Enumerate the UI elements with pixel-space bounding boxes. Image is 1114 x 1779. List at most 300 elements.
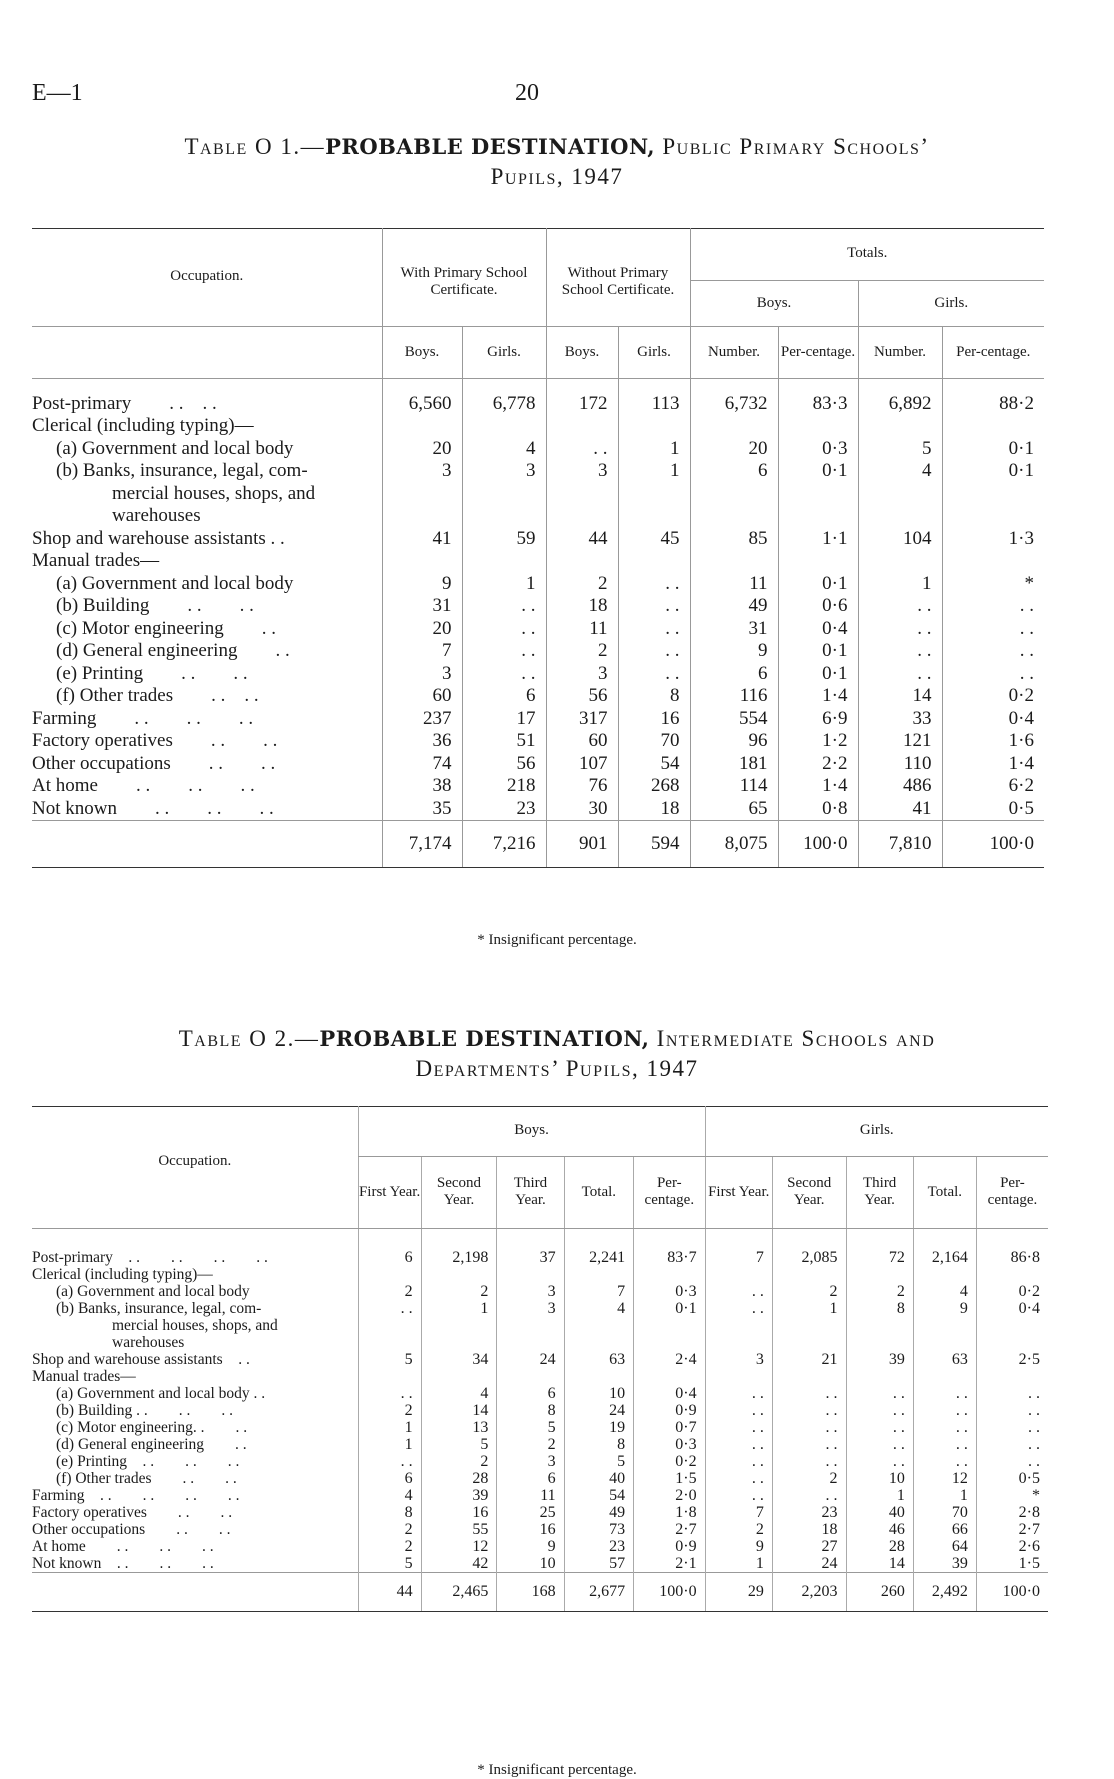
- table-cell: [634, 1368, 706, 1385]
- row-label: [32, 550, 382, 573]
- row-label: [32, 753, 382, 776]
- table-cell: [546, 505, 618, 528]
- row-label-text: Factory operatives . . . .: [32, 1503, 233, 1521]
- table-cell: [618, 505, 690, 528]
- table-cell: [421, 1317, 497, 1334]
- table-row: [32, 1300, 1048, 1317]
- table-cell: . .: [942, 663, 1044, 686]
- table2-totals-row: [32, 1572, 1048, 1611]
- table-cell: [690, 550, 778, 573]
- table-cell: [358, 1334, 421, 1351]
- table-cell: [913, 1317, 976, 1334]
- table-cell: . .: [358, 1453, 421, 1470]
- row-label: [32, 1351, 358, 1368]
- table-cell: . .: [942, 618, 1044, 641]
- row-label-text: warehouses: [112, 1333, 185, 1351]
- table2-col-girls-second: Second Year.: [772, 1156, 846, 1228]
- table-cell: 28: [421, 1470, 497, 1487]
- row-label: [32, 1300, 358, 1317]
- table-cell: . .: [705, 1402, 772, 1419]
- table-cell: 60: [382, 685, 462, 708]
- table-cell: 7: [564, 1283, 633, 1300]
- table-row: [32, 1521, 1048, 1538]
- row-label: [32, 483, 382, 506]
- table-cell: [772, 1368, 846, 1385]
- table-row: [32, 1249, 1048, 1266]
- table-cell: 86·8: [976, 1249, 1048, 1266]
- table-cell: . .: [942, 595, 1044, 618]
- table-cell: 63: [913, 1351, 976, 1368]
- table-cell: [778, 505, 858, 528]
- table-row: [32, 1402, 1048, 1419]
- table-cell: 0·4: [976, 1300, 1048, 1317]
- table-cell: [358, 1317, 421, 1334]
- table-cell: 36: [382, 730, 462, 753]
- table-row: [32, 595, 1044, 618]
- table-cell: 73: [564, 1521, 633, 1538]
- total-cell: 100·0: [976, 1572, 1048, 1611]
- table-cell: 10: [497, 1555, 564, 1573]
- table-cell: 24: [564, 1402, 633, 1419]
- table-cell: [634, 1266, 706, 1283]
- table-cell: 8: [564, 1436, 633, 1453]
- table-cell: 6,732: [690, 393, 778, 416]
- table-cell: [858, 505, 942, 528]
- table-cell: 70: [618, 730, 690, 753]
- table-cell: 1: [858, 573, 942, 596]
- table-cell: 6·9: [778, 708, 858, 731]
- table-cell: 0·8: [778, 798, 858, 821]
- table-cell: 6,560: [382, 393, 462, 416]
- table-cell: . .: [618, 595, 690, 618]
- table2-title-rest: Intermediate Schools and: [649, 1026, 936, 1051]
- table-row: [32, 393, 1044, 416]
- row-label-text: (c) Motor engineering . .: [56, 617, 277, 639]
- table2-body: [32, 1228, 1048, 1572]
- table-cell: 0·1: [778, 573, 858, 596]
- table1-col-girls-number: Number.: [858, 326, 942, 378]
- table-cell: . .: [772, 1385, 846, 1402]
- table-cell: 1: [705, 1555, 772, 1573]
- table-row: [32, 640, 1044, 663]
- table-cell: [462, 505, 546, 528]
- table-cell: [846, 1334, 913, 1351]
- row-label: [32, 640, 382, 663]
- table-row: [32, 753, 1044, 776]
- row-label-text: Clerical (including typing)—: [32, 1265, 213, 1283]
- table-cell: 5: [564, 1453, 633, 1470]
- table-cell: . .: [846, 1385, 913, 1402]
- row-label: [32, 1368, 358, 1385]
- table-cell: 0·1: [942, 460, 1044, 483]
- table-cell: . .: [618, 640, 690, 663]
- table2-col-boys-total: Total.: [564, 1156, 633, 1228]
- table-cell: [358, 1368, 421, 1385]
- table1-title-prefix: Table O 1.—: [184, 134, 326, 159]
- table-cell: 0·3: [778, 438, 858, 461]
- table-cell: 56: [462, 753, 546, 776]
- table-cell: 1: [618, 438, 690, 461]
- table-cell: 39: [421, 1487, 497, 1504]
- table-cell: 3: [497, 1453, 564, 1470]
- table-cell: 6: [690, 460, 778, 483]
- table-cell: 0·3: [634, 1283, 706, 1300]
- table-cell: 1·4: [778, 775, 858, 798]
- table-cell: 0·2: [634, 1453, 706, 1470]
- table2-title-prefix: Table O 2.—: [178, 1026, 320, 1051]
- table-cell: 41: [382, 528, 462, 551]
- table-row: [32, 415, 1044, 438]
- table-cell: 65: [690, 798, 778, 821]
- table-cell: 8: [358, 1504, 421, 1521]
- table-cell: 6: [358, 1249, 421, 1266]
- table1: [32, 228, 1044, 868]
- table-cell: 12: [913, 1470, 976, 1487]
- row-label: [32, 1249, 358, 1266]
- total-cell: 260: [846, 1572, 913, 1611]
- table-cell: . .: [358, 1300, 421, 1317]
- table-cell: 5: [497, 1419, 564, 1436]
- table-cell: . .: [618, 573, 690, 596]
- table-cell: . .: [772, 1487, 846, 1504]
- table-cell: [942, 415, 1044, 438]
- table-row: [32, 618, 1044, 641]
- table2-col-girls-third: Third Year.: [846, 1156, 913, 1228]
- table-row: [32, 1385, 1048, 1402]
- table-cell: 0·1: [634, 1300, 706, 1317]
- table-cell: 16: [497, 1521, 564, 1538]
- table-row: [32, 460, 1044, 483]
- table-cell: [564, 1317, 633, 1334]
- table-cell: [942, 505, 1044, 528]
- row-label-text: (f) Other trades . . . .: [56, 685, 259, 706]
- table-cell: 172: [546, 393, 618, 416]
- table-cell: 8: [846, 1300, 913, 1317]
- table-cell: . .: [618, 618, 690, 641]
- table-cell: [778, 483, 858, 506]
- table-cell: 54: [564, 1487, 633, 1504]
- table-cell: 64: [913, 1538, 976, 1555]
- table-cell: 2·0: [634, 1487, 706, 1504]
- table-row: [32, 685, 1044, 708]
- row-label: [32, 1266, 358, 1283]
- table-cell: 2·2: [778, 753, 858, 776]
- row-label-text: mercial houses, shops, and: [112, 1316, 278, 1334]
- table-cell: . .: [858, 663, 942, 686]
- table-cell: 1·6: [942, 730, 1044, 753]
- table-cell: 3: [462, 460, 546, 483]
- table-cell: [705, 1368, 772, 1385]
- table-cell: . .: [846, 1402, 913, 1419]
- table-cell: 45: [618, 528, 690, 551]
- row-label-text: Farming . . . . . . . .: [32, 1486, 240, 1504]
- table-cell: . .: [705, 1487, 772, 1504]
- table-cell: [634, 1334, 706, 1351]
- table-cell: . .: [772, 1419, 846, 1436]
- table-cell: 21: [772, 1351, 846, 1368]
- table-row: [32, 1504, 1048, 1521]
- table-cell: 49: [564, 1504, 633, 1521]
- row-label-text: (b) Building . . . .: [56, 595, 254, 616]
- table2: [32, 1106, 1048, 1612]
- row-label-text: Post-primary . . . . . . . .: [32, 1248, 268, 1266]
- table-cell: 25: [497, 1504, 564, 1521]
- table-cell: 5: [358, 1351, 421, 1368]
- table-cell: 0·4: [634, 1385, 706, 1402]
- table-cell: [772, 1317, 846, 1334]
- table-cell: 2·8: [976, 1504, 1048, 1521]
- table-cell: 31: [690, 618, 778, 641]
- table-cell: [546, 550, 618, 573]
- table-cell: 11: [546, 618, 618, 641]
- table-cell: [497, 1317, 564, 1334]
- table-cell: . .: [546, 438, 618, 461]
- row-label: [32, 1521, 358, 1538]
- table-cell: [913, 1266, 976, 1283]
- table2-title-bold: PROBABLE DESTINATION,: [319, 1026, 650, 1051]
- row-label-text: (a) Government and local body: [56, 437, 294, 459]
- table-cell: 554: [690, 708, 778, 731]
- table-cell: [942, 550, 1044, 573]
- table2-col-boys-first: First Year.: [358, 1156, 421, 1228]
- row-label-text: Shop and warehouse assistants . .: [32, 1350, 250, 1368]
- table-cell: 0·1: [778, 663, 858, 686]
- table-cell: 181: [690, 753, 778, 776]
- table-row: [32, 798, 1044, 821]
- table-cell: 2·6: [976, 1538, 1048, 1555]
- total-cell: 7,810: [858, 821, 942, 868]
- total-cell: 100·0: [778, 821, 858, 868]
- table-cell: 38: [382, 775, 462, 798]
- row-label: [32, 1487, 358, 1504]
- table1-title-line2: Pupils, 1947: [490, 164, 624, 189]
- table-cell: 6: [690, 663, 778, 686]
- row-label-text: (a) Government and local body . .: [56, 1384, 266, 1402]
- table-cell: 3: [546, 460, 618, 483]
- table-row: [32, 775, 1044, 798]
- total-cell: 168: [497, 1572, 564, 1611]
- table2-boys-header: Boys.: [358, 1106, 705, 1156]
- table-cell: 18: [618, 798, 690, 821]
- table-cell: [705, 1334, 772, 1351]
- table-cell: 39: [846, 1351, 913, 1368]
- row-label-text: Other occupations . . . .: [32, 752, 276, 774]
- table-cell: [497, 1334, 564, 1351]
- table-cell: 2: [421, 1283, 497, 1300]
- table-cell: 16: [421, 1504, 497, 1521]
- table-cell: 0·1: [778, 460, 858, 483]
- table-cell: 237: [382, 708, 462, 731]
- table-cell: 96: [690, 730, 778, 753]
- table-cell: 27: [772, 1538, 846, 1555]
- row-label-text: mercial houses, shops, and: [112, 482, 316, 504]
- table-cell: 2: [358, 1521, 421, 1538]
- total-cell: 29: [705, 1572, 772, 1611]
- table1-body: [32, 378, 1044, 821]
- table-cell: 5: [421, 1436, 497, 1453]
- table-cell: 40: [564, 1470, 633, 1487]
- table-cell: [382, 550, 462, 573]
- table-cell: 40: [846, 1504, 913, 1521]
- table-cell: 0·3: [634, 1436, 706, 1453]
- table2-col-girls-first: First Year.: [705, 1156, 772, 1228]
- table-cell: *: [976, 1487, 1048, 1504]
- table1-footnote: * Insignificant percentage.: [477, 932, 637, 948]
- table-row: [32, 1351, 1048, 1368]
- table-cell: 20: [382, 438, 462, 461]
- table-cell: [690, 415, 778, 438]
- table1-col-boys-percentage: Per-centage.: [778, 326, 858, 378]
- table-cell: 37: [497, 1249, 564, 1266]
- table-cell: 116: [690, 685, 778, 708]
- row-label-text: Farming . . . . . .: [32, 707, 254, 729]
- table1-totals-row: [32, 821, 1044, 868]
- table-cell: 35: [382, 798, 462, 821]
- table-cell: 0·9: [634, 1538, 706, 1555]
- table-cell: [976, 1317, 1048, 1334]
- row-label-text: (b) Building . . . . . .: [56, 1401, 233, 1419]
- table-row: [32, 550, 1044, 573]
- table-cell: 6: [462, 685, 546, 708]
- row-label: [32, 438, 382, 461]
- table-cell: . .: [976, 1402, 1048, 1419]
- table-cell: 2,164: [913, 1249, 976, 1266]
- table-cell: 8: [497, 1402, 564, 1419]
- row-label-text: Post-primary . . . .: [32, 392, 217, 414]
- table-cell: . .: [705, 1436, 772, 1453]
- table-cell: [462, 550, 546, 573]
- table-cell: . .: [913, 1453, 976, 1470]
- table-cell: 2: [358, 1538, 421, 1555]
- table-cell: 41: [858, 798, 942, 821]
- table-row: [32, 438, 1044, 461]
- table-cell: 2,241: [564, 1249, 633, 1266]
- table-cell: 2·1: [634, 1555, 706, 1573]
- table-row: [32, 730, 1044, 753]
- table-cell: 6,892: [858, 393, 942, 416]
- document-reference: E—1: [32, 80, 83, 106]
- row-label-text: Factory operatives . . . .: [32, 730, 278, 751]
- table-cell: 4: [858, 460, 942, 483]
- row-label-text: (e) Printing . . . .: [56, 662, 248, 684]
- table-cell: [772, 1266, 846, 1283]
- table-cell: [690, 505, 778, 528]
- table2-footnote: * Insignificant percentage.: [477, 1762, 637, 1778]
- table-cell: 5: [358, 1555, 421, 1573]
- table-cell: 486: [858, 775, 942, 798]
- table-cell: 1: [421, 1300, 497, 1317]
- table-cell: 9: [705, 1538, 772, 1555]
- page-number: 20: [515, 80, 539, 106]
- table1-totals-header: Totals.: [690, 228, 1044, 280]
- row-label-text: At home . . . . . .: [32, 1537, 214, 1555]
- table-cell: 76: [546, 775, 618, 798]
- table-cell: 1·4: [942, 753, 1044, 776]
- table-cell: [846, 1266, 913, 1283]
- table-cell: 6·2: [942, 775, 1044, 798]
- table-row: [32, 1317, 1048, 1334]
- total-cell: 594: [618, 821, 690, 868]
- row-label: [32, 1453, 358, 1470]
- row-label-text: (c) Motor engineering. . . .: [56, 1418, 248, 1436]
- table-cell: 4: [462, 438, 546, 461]
- totals-label: [32, 821, 382, 868]
- table-cell: 2: [358, 1402, 421, 1419]
- table-cell: 60: [546, 730, 618, 753]
- table-cell: 83·3: [778, 393, 858, 416]
- table-cell: 14: [858, 685, 942, 708]
- table-cell: 1: [772, 1300, 846, 1317]
- table-cell: 72: [846, 1249, 913, 1266]
- table-cell: 0·4: [942, 708, 1044, 731]
- table-cell: 1: [358, 1436, 421, 1453]
- table-cell: 54: [618, 753, 690, 776]
- table-cell: 18: [772, 1521, 846, 1538]
- table-cell: 0·1: [942, 438, 1044, 461]
- table-cell: [358, 1266, 421, 1283]
- row-label: [32, 1283, 358, 1300]
- table-cell: 0·4: [778, 618, 858, 641]
- table-cell: 6,778: [462, 393, 546, 416]
- row-label-text: (d) General engineering . .: [56, 640, 290, 661]
- table-cell: 1·4: [778, 685, 858, 708]
- table-cell: *: [942, 573, 1044, 596]
- table1-title-rest: Public Primary Schools’: [655, 134, 930, 159]
- table-cell: . .: [846, 1453, 913, 1470]
- table-cell: [462, 415, 546, 438]
- table-cell: [913, 1368, 976, 1385]
- table1-occupation-spacer: [32, 326, 382, 378]
- table-cell: 7: [705, 1504, 772, 1521]
- total-cell: 44: [358, 1572, 421, 1611]
- table-row: [32, 1487, 1048, 1504]
- row-label: [32, 595, 382, 618]
- table1-col-boys-number: Number.: [690, 326, 778, 378]
- table-cell: [497, 1266, 564, 1283]
- table-cell: 268: [618, 775, 690, 798]
- table-cell: 1: [618, 460, 690, 483]
- table1-col-boys-without: Boys.: [546, 326, 618, 378]
- table-cell: 2: [546, 640, 618, 663]
- table-cell: 1: [462, 573, 546, 596]
- table-cell: 4: [913, 1283, 976, 1300]
- row-label-text: (a) Government and local body: [56, 1282, 250, 1300]
- table-row: [32, 1266, 1048, 1283]
- table-row: [32, 483, 1044, 506]
- total-cell: 2,203: [772, 1572, 846, 1611]
- row-label: [32, 618, 382, 641]
- table-cell: 2: [421, 1453, 497, 1470]
- table-cell: 19: [564, 1419, 633, 1436]
- table-cell: 57: [564, 1555, 633, 1573]
- row-label: [32, 685, 382, 708]
- table-cell: 6: [358, 1470, 421, 1487]
- table-cell: 2,085: [772, 1249, 846, 1266]
- table-cell: . .: [705, 1283, 772, 1300]
- table-cell: [772, 1334, 846, 1351]
- row-label: [32, 415, 382, 438]
- table-cell: 2: [358, 1283, 421, 1300]
- table-cell: 0·1: [778, 640, 858, 663]
- table-row: [32, 1283, 1048, 1300]
- table-cell: 121: [858, 730, 942, 753]
- table-cell: . .: [705, 1300, 772, 1317]
- table-cell: [564, 1368, 633, 1385]
- table-cell: 3: [497, 1300, 564, 1317]
- table-cell: 107: [546, 753, 618, 776]
- table-cell: . .: [913, 1385, 976, 1402]
- row-label: [32, 1385, 358, 1402]
